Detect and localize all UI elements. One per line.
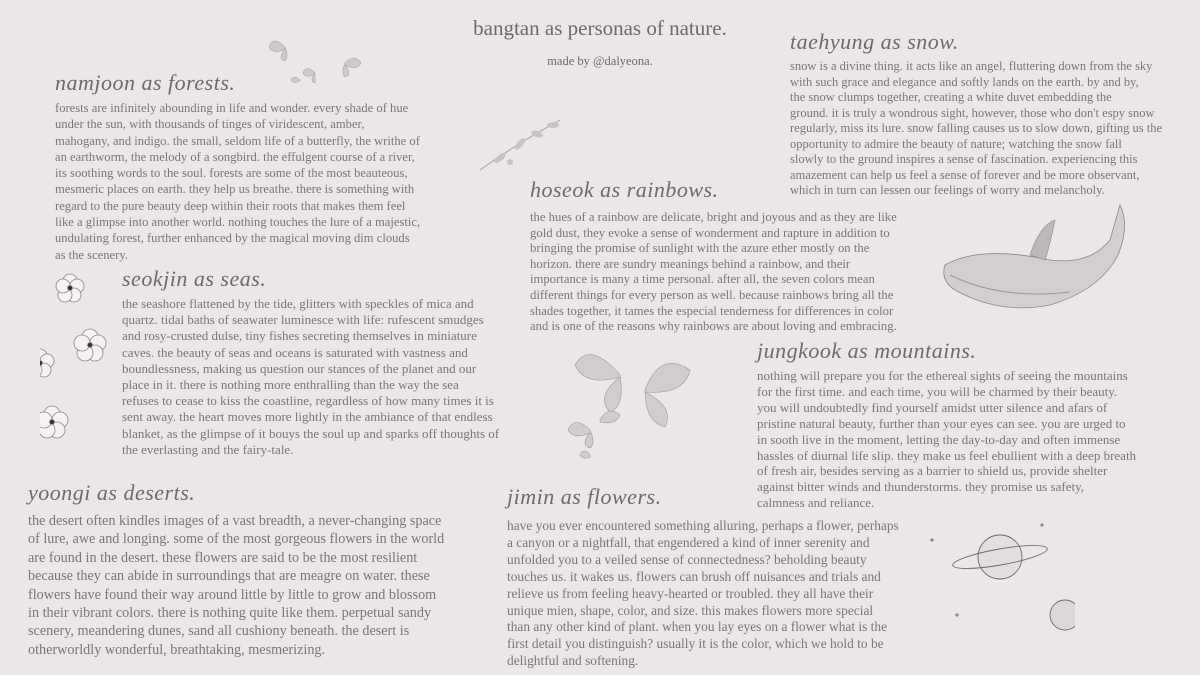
section-taehyung: [790, 29, 1162, 199]
body-text-line: touches us. it wakes us. flowers can brush off nuisances and trials and: [507, 568, 881, 584]
body-text-line: have you ever encountered something alluring, perhaps a flower, perhaps: [507, 518, 899, 533]
author-credit: made by @dalyeona.: [547, 54, 653, 68]
section-body: [507, 518, 899, 670]
body-text-line: against bitter winds and thunderstorms. they promise us safety,: [757, 479, 1084, 495]
section-heading: taehyung as snow.: [790, 29, 959, 54]
body-text-line: quartz. tidal baths of seawater luminesce with life: rufescent smudges: [122, 312, 484, 328]
body-text-line: unique mien, shape, color, and size. this makes flowers more special: [507, 602, 874, 618]
section-body: [122, 296, 499, 458]
body-text-line: hassles of diurnal life slip. they make us feel ebullient with a deep breath: [757, 447, 1137, 463]
body-text-line: ground. it is truly a wondrous sight, however, those who don't espy snow: [790, 105, 1155, 120]
body-text-line: under the sun, with thousands of tinges of viridescent, amber,: [55, 117, 365, 132]
whale-icon: [940, 200, 1140, 330]
body-text-line: mahogany, and indigo. the small, seldom life of a butterfly, the writhe of: [55, 133, 420, 148]
body-text-line: boundlessness, making us question our stances of the planet and our: [122, 360, 477, 376]
body-text-line: scenery, meandering dunes, sand all cushiony beneath. the desert is: [28, 623, 410, 640]
body-text-line: of fresh air, besides serving as a barrier to shield us, provide shelter: [757, 463, 1108, 479]
section-heading: jimin as flowers.: [507, 484, 662, 509]
body-text-line: the desert often kindles images of a vast breadth, a never-changing space: [28, 513, 442, 529]
page-title: bangtan as personas of nature.: [473, 16, 727, 40]
section-heading: yoongi as deserts.: [28, 480, 196, 505]
body-text-line: for the first time. and each time, you will be charmed by their beauty.: [757, 383, 1118, 399]
body-text-line: the seashore flattened by the tide, glitters with speckles of mica and: [122, 296, 474, 311]
body-text-line: importance is many a time personal. after all, the seven colors mean: [530, 272, 875, 287]
body-text-line: place in it. there is nothing more enthralling than the way the sea: [122, 377, 459, 393]
body-text-line: horizon. there are sundry meanings behind a rainbow, and their: [530, 256, 851, 271]
body-text-line: the hues of a rainbow are delicate, bright and joyous and as they are like: [530, 210, 897, 224]
planet-icon: [925, 515, 1075, 665]
body-text-line: because they can abide in surroundings that are meagre on water. these: [28, 568, 430, 585]
body-text-line: otherworldly wonderful, breathtaking, mesmerizing.: [28, 641, 326, 658]
body-text-line: than any other kind of plant. when you lay eyes on a flower what is the: [507, 619, 888, 635]
section-heading: hoseok as rainbows.: [530, 177, 719, 202]
body-text-line: first detail you distinguish? usually it is the color, which we hold to be: [507, 636, 884, 652]
flower-icon: [40, 270, 115, 445]
body-text-line: as the scenery.: [55, 247, 128, 262]
body-text-line: shades together, it tames the especial tenderness for differences in color: [530, 303, 894, 318]
body-text-line: a canyon or a nightfall, that engendered a kind of inner serenity and: [507, 534, 870, 550]
butterfly-icon: [265, 35, 370, 95]
body-text-line: different things for every person as well. because rainbows bring all the: [530, 287, 894, 302]
body-text-line: sent away. the heart moves more lightly in the ambiance of that endless: [122, 409, 493, 425]
body-text-line: regularly, miss its lure. snow falling causes us to slow down, gifting us the: [790, 121, 1163, 135]
section-body: [55, 100, 420, 263]
section-heading: jungkook as mountains.: [757, 338, 977, 363]
body-text-line: calmness and reliance.: [757, 495, 875, 511]
body-text-line: regard to the pure beauty deep within their roots that makes them feel: [55, 198, 406, 213]
body-text-line: the snow clumps together, creating a white duvet embedding the: [790, 90, 1112, 104]
body-text-line: of lure, awe and longing. some of the most gorgeous flowers in the world: [28, 531, 445, 548]
body-text-line: with such grace and elegance and softly lands on the earth. by and by,: [790, 74, 1139, 89]
body-text-line: which in turn can lessen our feelings of worry and melancholy.: [790, 183, 1105, 197]
body-text-line: its soothing words to the soul. forests are some of the most beauteous,: [55, 166, 408, 181]
leaf-sprig-icon: [475, 110, 565, 175]
body-text-line: undulating forest, further enhanced by the magical moving dim clouds: [55, 231, 410, 246]
body-text-line: snow is a divine thing. it acts like an angel, fluttering down from the sky: [790, 59, 1153, 73]
body-text-line: bringing the promise of sunlight with the azure ether mostly on the: [530, 241, 870, 256]
body-text-line: mesmeric places on earth. they help us breathe. there is something with: [55, 182, 415, 197]
body-text-line: delightful and softening.: [507, 653, 639, 669]
body-text-line: caves. the beauty of seas and oceans is saturated with vastness and: [122, 344, 468, 360]
body-text-line: the everlasting and the fairy-tale.: [122, 441, 294, 457]
body-text-line: like a glimpse into another world. nothing touches the lure of a majestic,: [55, 215, 421, 230]
section-body: [28, 512, 444, 659]
body-text-line: you will undoubtedly find yourself amidst utter silence and afars of: [757, 399, 1108, 415]
section-body: [790, 59, 1162, 199]
section-heading: namjoon as forests.: [55, 70, 236, 95]
body-text-line: unfolded you to a veiled sense of connectedness? beholding beauty: [507, 551, 867, 567]
body-text-line: amazement can help us feel a sense of forever and be more observant,: [790, 167, 1140, 182]
body-text-line: an earthworm, the melody of a songbird. the effulgent course of a river,: [55, 149, 415, 164]
section-body: [530, 210, 897, 335]
body-text-line: slowly to the ground inspires a sense of fascination. experiencing this: [790, 152, 1138, 166]
body-text-line: relieve us from feeling heavy-hearted or troubled. they all have their: [507, 585, 874, 601]
section-namjoon: [55, 70, 420, 263]
body-text-line: flowers have found their way around little by little to grow and blossom: [28, 586, 437, 603]
body-text-line: nothing will prepare you for the ethereal sights of seeing the mountains: [757, 368, 1128, 383]
body-text-line: refuses to cease to kiss the coastline, regardless of how many times it is: [122, 393, 494, 409]
body-text-line: in sooth live in the moment, letting the day-to-day and often immense: [757, 431, 1121, 447]
body-text-line: in their vibrant colors. there is nothing quite like them. perpetual sandy: [28, 605, 432, 622]
section-heading: seokjin as seas.: [122, 266, 267, 291]
body-text-line: blanket, as the glimpse of it bouys the soul up and sparks off thoughts of: [122, 425, 500, 441]
section-yoongi: [28, 480, 444, 659]
section-hoseok: [530, 177, 897, 335]
body-text-line: pristine natural beauty, further than your eyes can see. you are urged to: [757, 415, 1126, 431]
body-text-line: and is one of the reasons why rainbows are about loving and embracing.: [530, 319, 897, 334]
body-text-line: and rosy-crusted dulse, tiny fishes secreting themselves in miniature: [122, 328, 477, 344]
body-text-line: gold dust, they evoke a sense of wonderment and rapture in addition to: [530, 225, 890, 240]
body-text-line: forests are infinitely abounding in life and wonder. every shade of hue: [55, 101, 409, 115]
section-jimin: [507, 484, 899, 670]
butterfly-icon: [545, 335, 695, 470]
body-text-line: opportunity to admire the beauty of nature; watching the snow fall: [790, 136, 1122, 151]
body-text-line: are found in the desert. these flowers are said to be the most resilient: [28, 549, 418, 566]
section-seokjin: [122, 266, 499, 458]
